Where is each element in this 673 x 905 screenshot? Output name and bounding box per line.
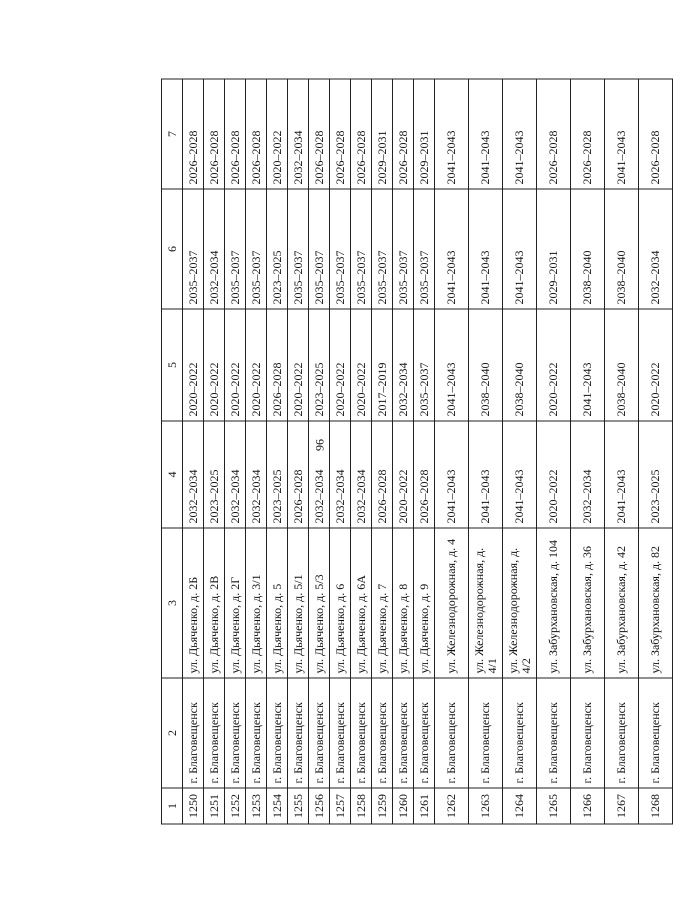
column-header: 1: [162, 788, 183, 824]
header-row: [162, 79, 183, 824]
table-cell: г. Благовещенск: [225, 678, 246, 788]
table-cell: 2020–2022: [225, 309, 246, 421]
table-cell: 2041–2043: [435, 189, 469, 309]
table-cell: 2026–2028: [393, 79, 414, 189]
table-cell: 1260: [393, 788, 414, 824]
table-cell: 2029–2031: [372, 79, 393, 189]
table-cell: 2020–2022: [246, 309, 267, 421]
table-cell: 2026–2028: [183, 79, 204, 189]
table-cell: ул. Дьяченко, д. 2Б: [183, 528, 204, 678]
table-row: [414, 79, 435, 824]
table-cell: 1256: [309, 788, 330, 824]
column-header: 2: [162, 678, 183, 788]
table-cell: 2023–2025: [267, 421, 288, 528]
table-cell: ул. Дьяченко, д. 2Г: [225, 528, 246, 678]
table-row: [309, 79, 330, 824]
table-cell: 2023–2025: [267, 189, 288, 309]
table-cell: ул. Дьяченко, д. 5/3: [309, 528, 330, 678]
table-cell: 2035–2037: [393, 189, 414, 309]
table-cell: г. Благовещенск: [503, 678, 537, 788]
table-row: [503, 79, 537, 824]
table-row: [330, 79, 351, 824]
table-cell: 2032–2034: [288, 79, 309, 189]
table-cell: г. Благовещенск: [571, 678, 605, 788]
table-cell: г. Благовещенск: [537, 678, 571, 788]
table-cell: 2026–2028: [246, 79, 267, 189]
page-number: 96: [312, 439, 327, 451]
table-cell: ул. Дьяченко, д. 5/1: [288, 528, 309, 678]
table-cell: 2041–2043: [435, 79, 469, 189]
table-cell: 1262: [435, 788, 469, 824]
column-header: 6: [162, 189, 183, 309]
table-cell: г. Благовещенск: [309, 678, 330, 788]
table-cell: ул. Забурхановская, д. 36: [571, 528, 605, 678]
table-cell: ул. Дьяченко, д. 6: [330, 528, 351, 678]
column-header: 3: [162, 528, 183, 678]
table-cell: ул. Дьяченко, д. 5: [267, 528, 288, 678]
table-cell: 2032–2034: [246, 421, 267, 528]
table-row: [393, 79, 414, 824]
table-cell: 2026–2028: [372, 421, 393, 528]
table-cell: 2032–2034: [309, 421, 330, 528]
table-cell: 1253: [246, 788, 267, 824]
table-cell: 2020–2022: [204, 309, 225, 421]
table-cell: 2035–2037: [246, 189, 267, 309]
table-cell: 1259: [372, 788, 393, 824]
table-cell: 1254: [267, 788, 288, 824]
table-cell: 2020–2022: [183, 309, 204, 421]
table-cell: ул. Дьяченко, д. 6А: [351, 528, 372, 678]
table-row: [246, 79, 267, 824]
table-cell: 2020–2022: [537, 309, 571, 421]
table-cell: 2041–2043: [503, 189, 537, 309]
table-cell: 2026–2028: [537, 79, 571, 189]
table-cell: 2041–2043: [435, 309, 469, 421]
table-cell: 1251: [204, 788, 225, 824]
table-cell: г. Благовещенск: [393, 678, 414, 788]
table-cell: 2023–2025: [204, 421, 225, 528]
table-cell: 2020–2022: [267, 79, 288, 189]
table-cell: г. Благовещенск: [183, 678, 204, 788]
table-cell: 2026–2028: [571, 79, 605, 189]
table-cell: ул. Дьяченко, д. 8: [393, 528, 414, 678]
table-cell: 2020–2022: [393, 421, 414, 528]
table-cell: 2038–2040: [571, 189, 605, 309]
table-cell: ул. Дьяченко, д. 3/1: [246, 528, 267, 678]
table-cell: 2029–2031: [537, 189, 571, 309]
table-cell: 1268: [639, 788, 673, 824]
table-row: [605, 79, 639, 824]
table-row: [288, 79, 309, 824]
table-cell: г. Благовещенск: [330, 678, 351, 788]
table-cell: ул. Железнодорожная, д. 4: [435, 528, 469, 678]
table-cell: 1252: [225, 788, 246, 824]
table-cell: 2038–2040: [605, 309, 639, 421]
table-cell: 2041–2043: [469, 189, 503, 309]
table-cell: 2041–2043: [571, 309, 605, 421]
schedule-table: [161, 79, 673, 825]
table-cell: 2026–2028: [414, 421, 435, 528]
table-row: [571, 79, 605, 824]
table-cell: 1266: [571, 788, 605, 824]
table-cell: 2035–2037: [225, 189, 246, 309]
table-cell: 2035–2037: [330, 189, 351, 309]
table-cell: 2041–2043: [605, 79, 639, 189]
table-cell: 2032–2034: [351, 421, 372, 528]
table-cell: 1258: [351, 788, 372, 824]
table-cell: 2032–2034: [571, 421, 605, 528]
table-cell: 2026–2028: [351, 79, 372, 189]
table-cell: 1264: [503, 788, 537, 824]
column-header: 4: [162, 421, 183, 528]
table-cell: 2032–2034: [204, 189, 225, 309]
table-cell: 2041–2043: [605, 421, 639, 528]
table-cell: 2035–2037: [372, 189, 393, 309]
table-cell: ул. Дьяченко, д. 9: [414, 528, 435, 678]
table-row: [435, 79, 469, 824]
table-cell: г. Благовещенск: [414, 678, 435, 788]
table-cell: 2035–2037: [288, 189, 309, 309]
table-cell: г. Благовещенск: [372, 678, 393, 788]
table-cell: г. Благовещенск: [469, 678, 503, 788]
table-cell: г. Благовещенск: [605, 678, 639, 788]
table-cell: 2041–2043: [503, 421, 537, 528]
table-cell: 2035–2037: [351, 189, 372, 309]
table-cell: г. Благовещенск: [435, 678, 469, 788]
table-cell: 2023–2025: [309, 309, 330, 421]
table-cell: 2041–2043: [469, 79, 503, 189]
table-cell: 2041–2043: [503, 79, 537, 189]
table-cell: 2041–2043: [469, 421, 503, 528]
table-cell: 2026–2028: [267, 309, 288, 421]
table-cell: ул. Забурхановская, д. 104: [537, 528, 571, 678]
table-cell: 2038–2040: [469, 309, 503, 421]
table-cell: 2038–2040: [605, 189, 639, 309]
table-cell: 2026–2028: [309, 79, 330, 189]
table-row: [225, 79, 246, 824]
table-cell: ул. Дьяченко, д. 2В: [204, 528, 225, 678]
table-cell: г. Благовещенск: [288, 678, 309, 788]
table-row: [639, 79, 673, 824]
table-cell: 2029–2031: [414, 79, 435, 189]
table-cell: 1265: [537, 788, 571, 824]
table-cell: 2020–2022: [351, 309, 372, 421]
table-cell: г. Благовещенск: [639, 678, 673, 788]
table-cell: 1263: [469, 788, 503, 824]
table-row: [469, 79, 503, 824]
table-cell: 1255: [288, 788, 309, 824]
table-cell: 2020–2022: [330, 309, 351, 421]
table-cell: 2035–2037: [414, 189, 435, 309]
table-cell: 2032–2034: [330, 421, 351, 528]
table-cell: 2041–2043: [435, 421, 469, 528]
table-cell: г. Благовещенск: [351, 678, 372, 788]
table-row: [351, 79, 372, 824]
table-cell: 2032–2034: [639, 189, 673, 309]
table-cell: г. Благовещенск: [204, 678, 225, 788]
table-cell: 2035–2037: [309, 189, 330, 309]
table-cell: 2035–2037: [414, 309, 435, 421]
table-cell: 1250: [183, 788, 204, 824]
table-cell: 2032–2034: [393, 309, 414, 421]
table-cell: 2020–2022: [537, 421, 571, 528]
table-cell: 2032–2034: [225, 421, 246, 528]
table-row: [267, 79, 288, 824]
table-container: [161, 80, 663, 825]
table-row: [372, 79, 393, 824]
table-cell: ул. Дьяченко, д. 7: [372, 528, 393, 678]
table-row: [204, 79, 225, 824]
table-cell: г. Благовещенск: [267, 678, 288, 788]
table-cell: ул. Забурхановская, д. 42: [605, 528, 639, 678]
table-cell: 2035–2037: [183, 189, 204, 309]
table-row: [537, 79, 571, 824]
table-cell: 2026–2028: [204, 79, 225, 189]
table-cell: 2032–2034: [183, 421, 204, 528]
table-cell: 2017–2019: [372, 309, 393, 421]
column-header: 7: [162, 79, 183, 189]
table-cell: 1267: [605, 788, 639, 824]
table-cell: 2026–2028: [288, 421, 309, 528]
table-cell: 2020–2022: [288, 309, 309, 421]
table-cell: ул. Забурхановская, д. 82: [639, 528, 673, 678]
table-cell: 2026–2028: [225, 79, 246, 189]
table-cell: 2026–2028: [639, 79, 673, 189]
table-cell: ул. Железнодорожная, д. 4/2: [503, 528, 537, 678]
table-cell: ул. Железнодорожная, д. 4/1: [469, 528, 503, 678]
column-header: 5: [162, 309, 183, 421]
table-cell: 2026–2028: [330, 79, 351, 189]
table-row: [183, 79, 204, 824]
table-cell: 2038–2040: [503, 309, 537, 421]
table-cell: 1257: [330, 788, 351, 824]
table-cell: 2023–2025: [639, 421, 673, 528]
table-cell: 2020–2022: [639, 309, 673, 421]
table-cell: 1261: [414, 788, 435, 824]
table-cell: г. Благовещенск: [246, 678, 267, 788]
